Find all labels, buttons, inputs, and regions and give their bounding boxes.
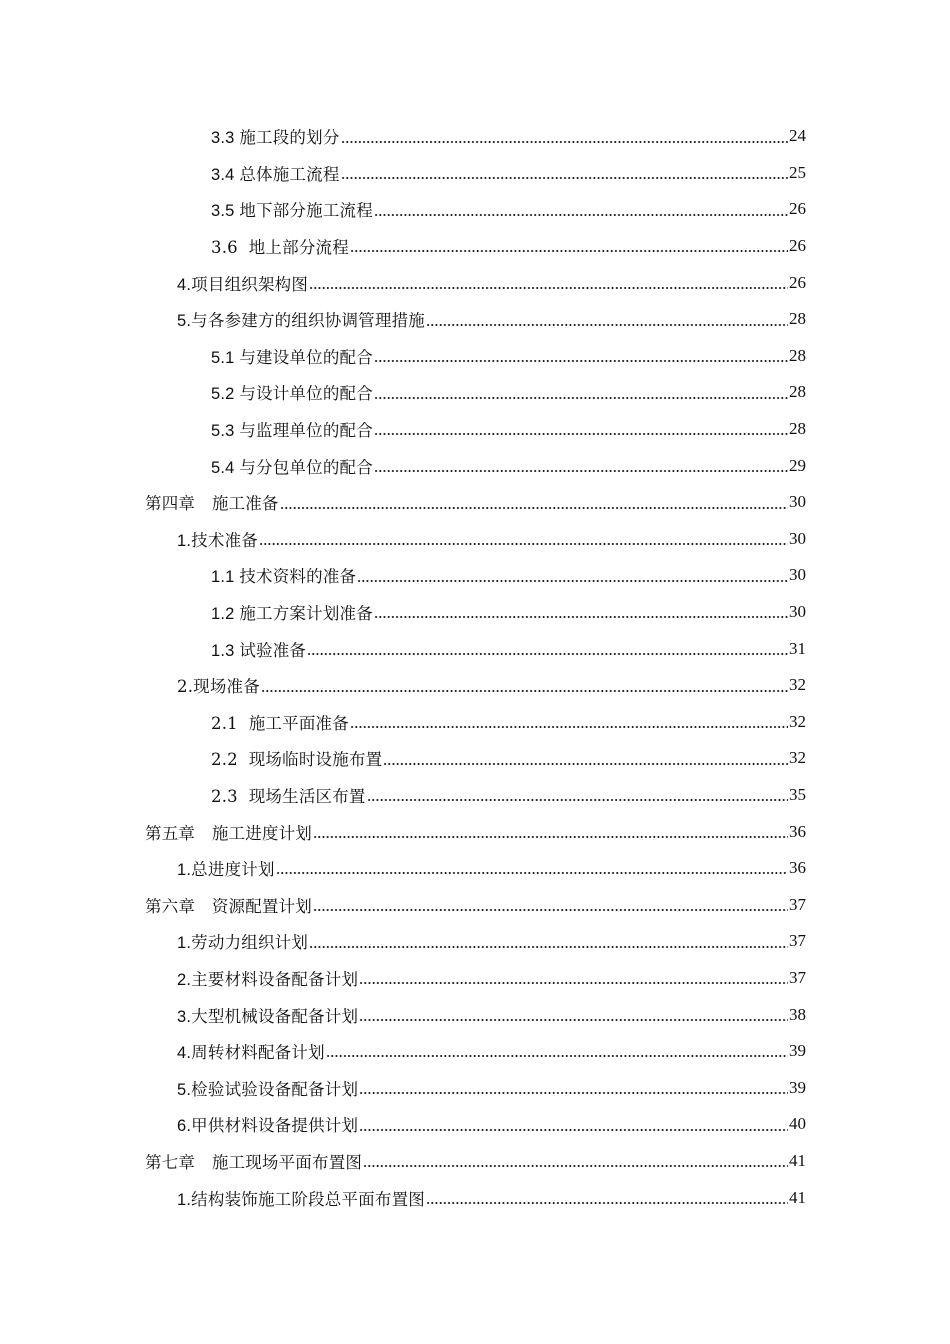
dot-leader — [280, 507, 788, 509]
toc-entry[interactable] — [0, 155, 950, 192]
toc-entry-page-number: 37 — [789, 967, 806, 987]
toc-entry-text: 现场临时设施布置 — [248, 750, 383, 770]
toc-entry[interactable] — [0, 850, 950, 887]
toc-entry-number: 1.3 — [211, 641, 240, 660]
toc-entry-number: 2.1 — [211, 713, 249, 733]
toc-entry-text: 试验准备 — [239, 640, 307, 660]
toc-entry[interactable] — [0, 374, 950, 411]
toc-entry-number: 3.6 — [211, 238, 249, 258]
toc-entry[interactable] — [0, 484, 950, 521]
toc-entry-number: 3.3 — [211, 129, 240, 148]
toc-entry-text: 总体施工流程 — [239, 164, 340, 184]
toc-entry-number: 1. — [177, 861, 192, 880]
toc-entry-title — [211, 380, 373, 404]
toc-entry[interactable] — [0, 118, 950, 155]
toc-entry-text: 施工现场平面布置图 — [211, 1152, 363, 1172]
toc-entry[interactable] — [0, 594, 950, 631]
dot-leader — [341, 177, 788, 179]
toc-entry[interactable] — [0, 338, 950, 375]
toc-entry-title — [177, 307, 425, 331]
toc-entry-text: 结构装饰施工阶段总平面布置图 — [191, 1189, 425, 1209]
toc-entry-text: 施工段的划分 — [239, 128, 340, 148]
toc-entry-number: 5.4 — [211, 458, 240, 477]
toc-entry[interactable] — [0, 1069, 950, 1106]
toc-entry[interactable] — [0, 886, 950, 923]
toc-entry-page-number: 26 — [789, 199, 806, 219]
toc-entry[interactable] — [0, 630, 950, 667]
toc-entry-page-number: 40 — [789, 1114, 806, 1134]
toc-entry[interactable] — [0, 521, 950, 558]
toc-entry-title — [211, 417, 373, 441]
toc-entry-title — [211, 234, 349, 258]
toc-entry-page-number: 32 — [789, 711, 806, 731]
toc-entry-number: 5. — [177, 312, 192, 331]
toc-entry-number: 3.5 — [211, 202, 240, 221]
toc-entry-page-number: 35 — [789, 784, 806, 804]
toc-entry-text: 地下部分施工流程 — [239, 201, 373, 221]
toc-entry-text: 项目组织架构图 — [191, 274, 309, 294]
dot-leader — [374, 397, 788, 399]
dot-leader — [313, 836, 788, 838]
toc-entry-title — [211, 454, 373, 478]
toc-entry-number: 5.2 — [211, 385, 240, 404]
toc-entry-text: 检验试验设备配备计划 — [191, 1079, 359, 1099]
toc-entry-text: 施工进度计划 — [211, 823, 313, 843]
toc-entry-text: 施工方案计划准备 — [239, 604, 373, 624]
toc-entry[interactable] — [0, 264, 950, 301]
toc-entry[interactable] — [0, 996, 950, 1033]
toc-entry[interactable] — [0, 191, 950, 228]
toc-entry-title — [177, 271, 308, 295]
toc-entry[interactable] — [0, 960, 950, 997]
toc-entry-text: 地上部分流程 — [248, 238, 349, 258]
dot-leader — [359, 1129, 788, 1131]
dot-leader — [309, 287, 788, 289]
dot-leader — [309, 946, 788, 948]
toc-entry[interactable] — [0, 301, 950, 338]
toc-entry-page-number: 31 — [789, 638, 806, 658]
toc-entry-page-number: 24 — [789, 126, 806, 146]
toc-entry-title — [145, 490, 279, 514]
toc-entry[interactable] — [0, 777, 950, 814]
toc-entry-title — [177, 527, 258, 551]
toc-entry-title — [177, 856, 275, 880]
toc-entry-number: 2. — [177, 677, 194, 697]
dot-leader — [350, 250, 788, 252]
toc-entry-title — [177, 929, 308, 953]
toc-entry-title — [177, 1112, 358, 1136]
toc-entry-text: 技术准备 — [191, 530, 258, 550]
toc-entry-text: 与设计单位的配合 — [239, 384, 373, 404]
toc-entry-page-number: 28 — [789, 419, 806, 439]
toc-entry-title — [177, 1186, 425, 1210]
toc-entry-title — [177, 1076, 358, 1100]
dot-leader — [426, 324, 788, 326]
toc-entry-page-number: 26 — [789, 272, 806, 292]
toc-entry-title — [211, 783, 366, 807]
toc-entry-title — [177, 673, 260, 697]
toc-entry-text: 现场准备 — [193, 677, 260, 697]
toc-entry-page-number: 28 — [789, 345, 806, 365]
toc-entry-page-number: 36 — [789, 821, 806, 841]
toc-entry-number: 2.2 — [211, 750, 249, 770]
toc-entry-number: 5. — [177, 1080, 192, 1099]
toc-entry-number: 2.3 — [211, 786, 249, 806]
toc-entry-text: 资源配置计划 — [211, 896, 313, 916]
toc-entry[interactable] — [0, 411, 950, 448]
dot-leader — [313, 909, 788, 911]
toc-entry-text: 与建设单位的配合 — [239, 347, 373, 367]
dot-leader — [359, 1019, 788, 1021]
toc-entry-text: 现场生活区布置 — [248, 786, 366, 806]
toc-entry[interactable] — [0, 1143, 950, 1180]
toc-entry-title — [211, 710, 349, 734]
dot-leader — [341, 141, 788, 143]
dot-leader — [374, 616, 788, 618]
dot-leader — [259, 543, 788, 545]
dot-leader — [307, 653, 788, 655]
toc-entry[interactable] — [0, 447, 950, 484]
toc-entry-title — [211, 197, 373, 221]
toc-entry-number: 1. — [177, 531, 192, 550]
toc-entry-title — [211, 746, 382, 770]
toc-entry[interactable] — [0, 813, 950, 850]
toc-entry-title — [177, 966, 358, 990]
dot-leader — [374, 360, 788, 362]
toc-entry-number: 2. — [177, 970, 192, 989]
toc-entry-title — [145, 820, 312, 844]
toc-entry-page-number: 28 — [789, 382, 806, 402]
toc-entry[interactable] — [0, 667, 950, 704]
toc-entry-text: 施工平面准备 — [248, 713, 349, 733]
table-of-contents — [0, 118, 950, 1216]
toc-entry-page-number: 39 — [789, 1041, 806, 1061]
toc-entry-number: 3.4 — [211, 165, 240, 184]
toc-entry-number: 5.3 — [211, 422, 240, 441]
toc-entry-page-number: 30 — [789, 565, 806, 585]
dot-leader — [363, 1165, 788, 1167]
toc-entry[interactable] — [0, 557, 950, 594]
toc-entry-title — [211, 600, 373, 624]
toc-entry-text: 技术资料的准备 — [239, 567, 357, 587]
toc-entry-page-number: 30 — [789, 528, 806, 548]
toc-entry-number: 第四章 — [145, 494, 212, 514]
toc-entry-text: 与各参建方的组织协调管理措施 — [191, 311, 425, 331]
toc-entry[interactable] — [0, 704, 950, 741]
toc-entry[interactable] — [0, 1179, 950, 1216]
toc-entry-text: 大型机械设备配备计划 — [191, 1006, 359, 1026]
toc-entry-page-number: 30 — [789, 492, 806, 512]
toc-entry-page-number: 25 — [789, 162, 806, 182]
toc-entry-page-number: 41 — [789, 1187, 806, 1207]
dot-leader — [276, 872, 788, 874]
dot-leader — [326, 1055, 788, 1057]
dot-leader — [350, 726, 788, 728]
toc-entry-page-number: 41 — [789, 1150, 806, 1170]
toc-entry-page-number: 28 — [789, 309, 806, 329]
dot-leader — [374, 214, 788, 216]
toc-entry-title — [211, 124, 340, 148]
toc-entry[interactable] — [0, 923, 950, 960]
toc-entry-title — [211, 563, 356, 587]
toc-entry-text: 与监理单位的配合 — [239, 421, 373, 441]
toc-entry-number: 1. — [177, 934, 192, 953]
dot-leader — [261, 690, 788, 692]
toc-entry-text: 主要材料设备配备计划 — [191, 969, 359, 989]
toc-entry-number: 第七章 — [145, 1152, 212, 1172]
dot-leader — [383, 763, 788, 765]
toc-entry-text: 劳动力组织计划 — [191, 933, 309, 953]
toc-entry-number: 3. — [177, 1007, 192, 1026]
dot-leader — [359, 1092, 788, 1094]
dot-leader — [374, 470, 788, 472]
toc-entry-text: 施工准备 — [211, 494, 279, 514]
toc-entry[interactable] — [0, 228, 950, 265]
toc-entry-page-number: 32 — [789, 675, 806, 695]
toc-entry-text: 总进度计划 — [191, 860, 275, 880]
toc-entry-text: 周转材料配备计划 — [191, 1043, 325, 1063]
toc-entry-page-number: 32 — [789, 748, 806, 768]
toc-entry-page-number: 36 — [789, 858, 806, 878]
toc-entry[interactable] — [0, 1106, 950, 1143]
toc-entry[interactable] — [0, 740, 950, 777]
toc-entry[interactable] — [0, 1033, 950, 1070]
dot-leader — [374, 433, 788, 435]
toc-entry-number: 4. — [177, 275, 192, 294]
dot-leader — [426, 1202, 788, 1204]
dot-leader — [367, 799, 788, 801]
dot-leader — [357, 580, 788, 582]
toc-entry-title — [211, 637, 306, 661]
toc-entry-page-number: 37 — [789, 894, 806, 914]
toc-entry-number: 1.1 — [211, 568, 240, 587]
toc-entry-title — [177, 1003, 358, 1027]
toc-entry-number: 第五章 — [145, 823, 212, 843]
toc-entry-number: 第六章 — [145, 896, 212, 916]
toc-entry-page-number: 30 — [789, 602, 806, 622]
toc-entry-page-number: 38 — [789, 1004, 806, 1024]
toc-entry-title — [211, 161, 340, 185]
toc-entry-number: 1.2 — [211, 605, 240, 624]
toc-entry-title — [211, 344, 373, 368]
toc-entry-number: 6. — [177, 1117, 192, 1136]
toc-entry-page-number: 37 — [789, 931, 806, 951]
toc-entry-number: 4. — [177, 1044, 192, 1063]
toc-entry-text: 甲供材料设备提供计划 — [191, 1116, 359, 1136]
toc-entry-page-number: 29 — [789, 455, 806, 475]
toc-entry-page-number: 26 — [789, 236, 806, 256]
toc-entry-text: 与分包单位的配合 — [239, 457, 373, 477]
toc-entry-title — [145, 893, 312, 917]
toc-entry-number: 5.1 — [211, 348, 240, 367]
toc-entry-number: 1. — [177, 1190, 192, 1209]
dot-leader — [359, 982, 788, 984]
toc-entry-page-number: 39 — [789, 1077, 806, 1097]
toc-entry-title — [145, 1149, 362, 1173]
toc-entry-title — [177, 1039, 325, 1063]
